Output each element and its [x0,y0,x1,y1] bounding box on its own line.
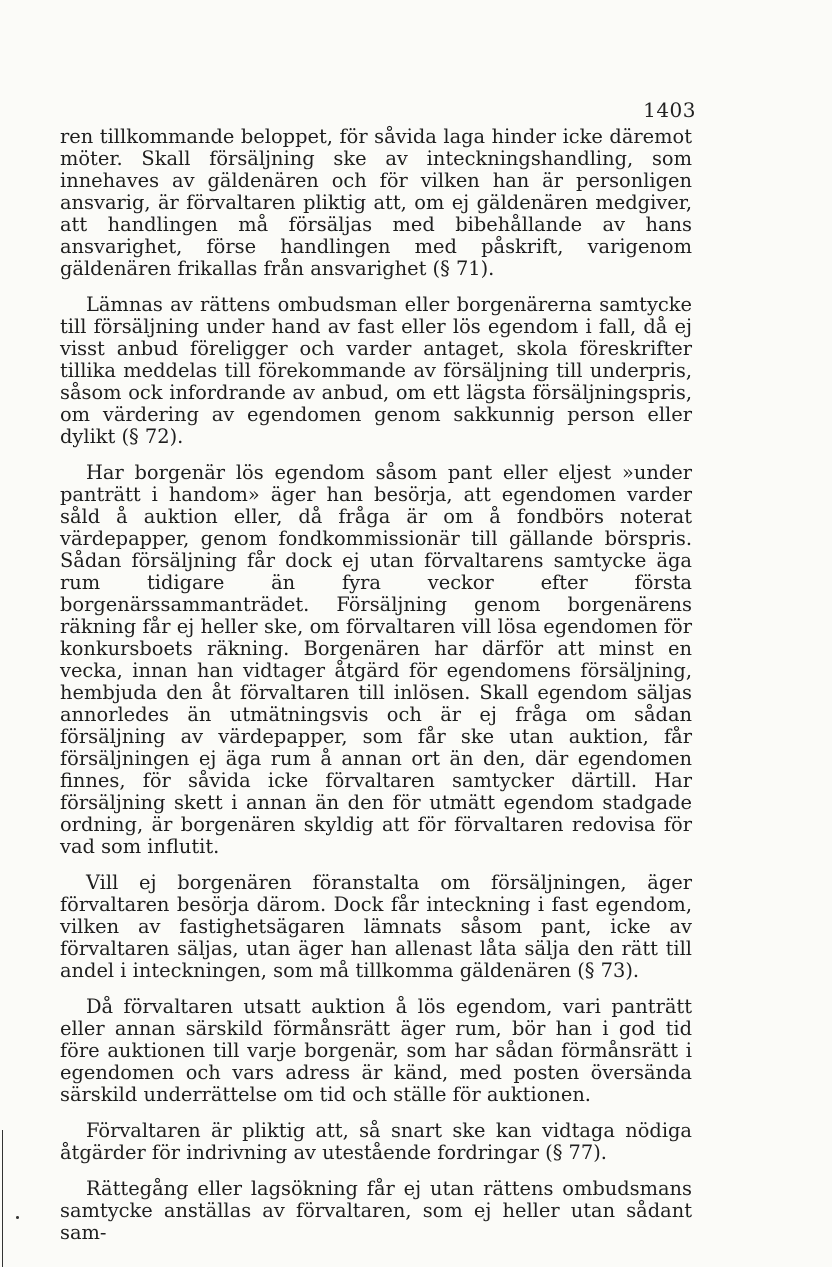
body-text [60,126,692,1244]
scan-edge-line [2,1130,3,1267]
scan-speck [16,1216,19,1219]
paragraph: Förvaltaren är pliktig att, så snart ske kan vidtaga nödiga åtgärder för indrivning av utestående fordringar (§ 77). [60,1119,692,1164]
paragraph: ren tillkommande beloppet, för såvida laga hinder icke däremot möter. Skall försäljning ske av inteckningshandling, som innehaves av gäldenären och för vilken han är personligen ansvarig, är förvaltaren pliktig att, om ej gäldenären medgiver, att handlingen må försäljas med bibehållande av hans ansvarighet, förse handlingen med påskrift, varigenom gäldenären frikallas från ansvarighet (§ 71). [60,125,692,280]
paragraph: Rättegång eller lagsökning får ej utan rättens ombudsmans samtycke anställas av förvaltaren, som ej heller utan sådant sam- [60,1177,692,1244]
paragraph: Lämnas av rättens ombudsman eller borgenärerna samtycke till försäljning under hand av fast eller lös egendom i fall, då ej visst anbud föreligger och varder antaget, skola föreskrifter tillika meddelas till förekommande av försäljning till underpris, såsom ock infordrande av anbud, om ett lägsta försäljningspris, om värdering av egendomen genom sakkunnig person eller dylikt (§ 72). [60,293,692,448]
page-number: 1403 [643,98,696,122]
paragraph: Vill ej borgenären föranstalta om försäljningen, äger förvaltaren besörja därom. Dock får inteckning i fast egendom, vilken av fastighetsägaren lämnats såsom pant, icke av förvaltaren säljas, utan äger han allenast låta sälja den rätt till andel i inteckningen, som må tillkomma gäldenären (§ 73). [60,871,692,982]
paragraph: Har borgenär lös egendom såsom pant eller eljest »under panträtt i handom» äger han besörja, att egendomen varder såld å auktion eller, då fråga är om å fondbörs noterat värdepapper, genom fondkommissionär till gällande börspris. Sådan försäljning får dock ej utan förvaltarens samtycke äga rum tidigare än fyra veckor efter första borgenärssammanträdet. Försäljning genom borgenärens räkning får ej heller ske, om förvaltaren vill lösa egendomen för konkursboets räkning. Borgenären har därför att minst en vecka, innan han vidtager åtgärd för egendomens försäljning, hembjuda den åt förvaltaren till inlösen. Skall egendom säljas annorledes än utmätningsvis och är ej fråga om sådan försäljning av värdepapper, som får ske utan auktion, får försäljningen ej äga rum å annan ort än den, där egendomen finnes, för såvida icke förvaltaren samtycker därtill. Har försäljning skett i annan än den för utmätt egendom stadgade ordning, är borgenären skyldig att för förvaltaren redovisa för vad som influtit. [60,461,692,858]
paragraph: Då förvaltaren utsatt auktion å lös egendom, vari panträtt eller annan särskild förmånsrätt äger rum, bör han i god tid före auktionen till varje borgenär, som har sådan förmånsrätt i egendomen och vars adress är känd, med posten översända särskild underrättelse om tid och ställe för auktionen. [60,995,692,1106]
